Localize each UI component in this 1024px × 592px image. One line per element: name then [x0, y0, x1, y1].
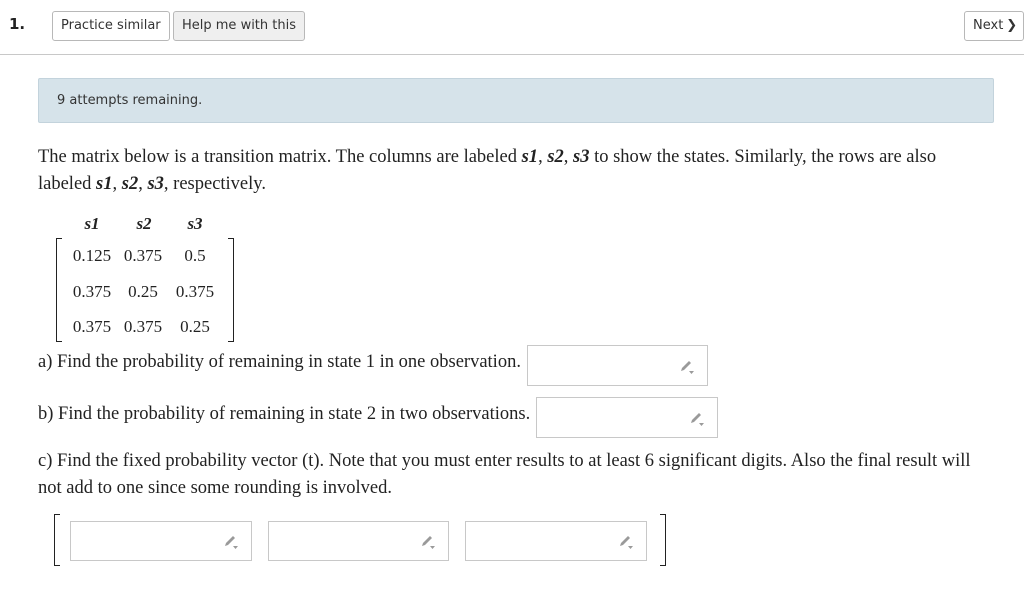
pencil-icon	[689, 410, 705, 426]
matrix-cell: 0.375	[72, 282, 112, 301]
matrix-cell: 0.375	[123, 246, 163, 265]
practice-similar-button[interactable]: Practice similar	[52, 11, 170, 41]
answer-c-input-1[interactable]	[70, 521, 252, 561]
attempts-banner: 9 attempts remaining.	[38, 78, 994, 123]
answer-b-input[interactable]	[536, 397, 718, 438]
vector-left-bracket	[54, 514, 60, 566]
matrix-cell: 0.5	[184, 246, 206, 265]
comma: ,	[138, 174, 148, 194]
prompt-text-4: , respectively.	[163, 174, 266, 194]
chevron-right-icon: ❯	[1006, 18, 1018, 33]
state-s3: s3	[573, 147, 590, 167]
matrix-cell: 0.375	[72, 317, 112, 336]
question-prompt	[38, 144, 958, 198]
matrix-left-bracket	[56, 238, 62, 342]
pencil-icon	[420, 533, 436, 549]
question-number: 1.	[9, 15, 26, 33]
matrix-cell: 0.375	[123, 317, 163, 336]
vector-right-bracket	[660, 514, 666, 566]
question-toolbar	[0, 0, 1024, 55]
question-a-text: a) Find the probability of remaining in state 1 in one observation.	[38, 352, 521, 372]
next-label: Next	[973, 18, 1004, 33]
state-s2: s2	[121, 174, 139, 194]
answer-a-input[interactable]	[527, 345, 708, 386]
answer-c-input-3[interactable]	[465, 521, 647, 561]
matrix-cell: 0.25	[180, 317, 210, 336]
state-s1: s1	[96, 174, 113, 194]
matrix-cell: 0.25	[128, 282, 158, 301]
prompt-text-3: labeled	[38, 174, 97, 194]
question-b-text: b) Find the probability of remaining in state 2 in two observations.	[38, 404, 531, 424]
transition-matrix	[56, 210, 236, 345]
matrix-column-header: s1	[84, 214, 100, 233]
comma: ,	[538, 147, 548, 167]
matrix-column-header: s2	[136, 214, 152, 233]
pencil-icon	[223, 533, 239, 549]
matrix-right-bracket	[228, 238, 234, 342]
prompt-text-1: The matrix below is a transition matrix. The columns are labeled	[38, 147, 522, 167]
prompt-text-2: to show the states. Similarly, the rows are also	[589, 147, 937, 167]
state-s1: s1	[521, 147, 539, 167]
question-c-text: c) Find the fixed probability vector (t). Note that you must enter results to at least 6 significant digits. Also the final result will not add to one since some rounding is involved.	[38, 451, 971, 498]
state-s2: s2	[547, 147, 564, 167]
matrix-column-header: s3	[187, 214, 203, 233]
state-s3: s3	[147, 174, 164, 194]
matrix-cell: 0.125	[72, 246, 112, 265]
comma: ,	[563, 147, 574, 167]
matrix-cell: 0.375	[175, 282, 215, 301]
pencil-icon	[679, 358, 695, 374]
answer-c-input-2[interactable]	[268, 521, 449, 561]
next-button[interactable]	[964, 11, 1024, 41]
help-me-button[interactable]: Help me with this	[173, 11, 305, 41]
comma: ,	[112, 174, 122, 194]
pencil-icon	[618, 533, 634, 549]
